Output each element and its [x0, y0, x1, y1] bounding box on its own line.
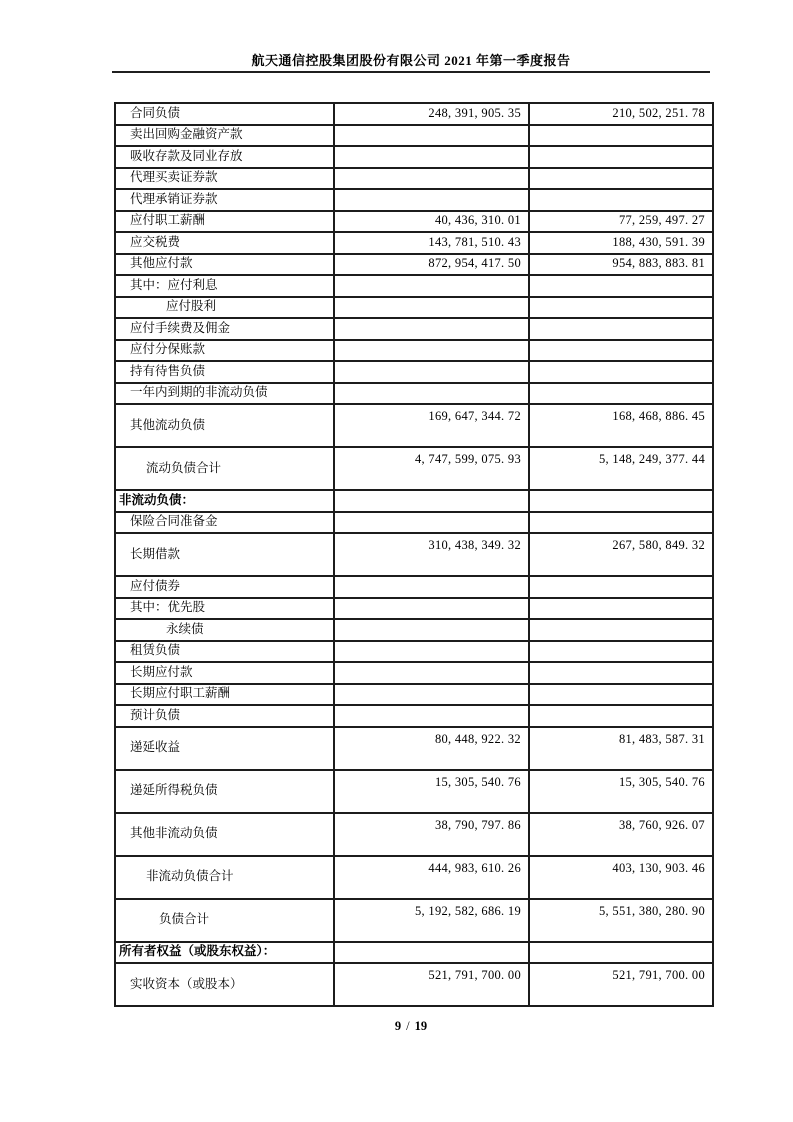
table-row: [115, 942, 713, 964]
row-item-label: 一年内到期的非流动负债: [115, 383, 334, 405]
row-current-period-value: [334, 318, 529, 340]
row-prior-period-value: 188, 430, 591. 39: [529, 232, 713, 254]
table-row: [115, 856, 713, 899]
row-current-period-value: 5, 192, 582, 686. 19: [334, 899, 529, 942]
row-prior-period-value: [529, 705, 713, 727]
row-item-label: 其他流动负债: [115, 404, 334, 447]
row-item-label: 非流动负债：: [115, 490, 334, 512]
table-row: [115, 641, 713, 663]
row-item-label: 永续债: [115, 619, 334, 641]
row-current-period-value: [334, 512, 529, 534]
row-prior-period-value: 168, 468, 886. 45: [529, 404, 713, 447]
row-item-label: 预计负债: [115, 705, 334, 727]
row-current-period-value: [334, 189, 529, 211]
table-row: [115, 770, 713, 813]
row-current-period-value: 38, 790, 797. 86: [334, 813, 529, 856]
row-current-period-value: 15, 305, 540. 76: [334, 770, 529, 813]
row-item-label: 应付股利: [115, 297, 334, 319]
row-item-label: 长期应付款: [115, 662, 334, 684]
row-current-period-value: [334, 490, 529, 512]
row-prior-period-value: 81, 483, 587. 31: [529, 727, 713, 770]
row-item-label: 保险合同准备金: [115, 512, 334, 534]
table-row: [115, 189, 713, 211]
row-prior-period-value: 38, 760, 926. 07: [529, 813, 713, 856]
table-row: [115, 662, 713, 684]
row-item-label: 应交税费: [115, 232, 334, 254]
row-current-period-value: [334, 383, 529, 405]
row-current-period-value: [334, 361, 529, 383]
row-prior-period-value: [529, 662, 713, 684]
row-current-period-value: 40, 436, 310. 01: [334, 211, 529, 233]
total-page-number: 19: [414, 1019, 428, 1033]
table-row: [115, 103, 713, 125]
row-item-label: 应付债券: [115, 576, 334, 598]
page-number-separator: /: [406, 1019, 410, 1033]
table-row: [115, 727, 713, 770]
row-prior-period-value: [529, 146, 713, 168]
page-footer: [112, 1019, 710, 1034]
table-row: [115, 598, 713, 620]
row-current-period-value: 521, 791, 700. 00: [334, 963, 529, 1006]
row-prior-period-value: 5, 551, 380, 280. 90: [529, 899, 713, 942]
table-row: [115, 297, 713, 319]
row-prior-period-value: 15, 305, 540. 76: [529, 770, 713, 813]
table-row: [115, 447, 713, 490]
table-row: [115, 512, 713, 534]
row-item-label: 其中：优先股: [115, 598, 334, 620]
row-prior-period-value: 5, 148, 249, 377. 44: [529, 447, 713, 490]
table-row: [115, 125, 713, 147]
row-item-label: 所有者权益（或股东权益）：: [115, 942, 334, 964]
row-item-label: 应付手续费及佣金: [115, 318, 334, 340]
table-row: [115, 211, 713, 233]
row-item-label: 其他非流动负债: [115, 813, 334, 856]
table-row: [115, 383, 713, 405]
table-row: [115, 232, 713, 254]
table-row: [115, 684, 713, 706]
row-current-period-value: 310, 438, 349. 32: [334, 533, 529, 576]
row-prior-period-value: [529, 684, 713, 706]
row-item-label: 长期借款: [115, 533, 334, 576]
table-row: [115, 146, 713, 168]
table-row: [115, 490, 713, 512]
table-row: [115, 254, 713, 276]
row-current-period-value: 169, 647, 344. 72: [334, 404, 529, 447]
row-current-period-value: [334, 619, 529, 641]
row-current-period-value: [334, 275, 529, 297]
table-row: [115, 705, 713, 727]
table-row: [115, 576, 713, 598]
row-prior-period-value: 77, 259, 497. 27: [529, 211, 713, 233]
row-current-period-value: [334, 297, 529, 319]
row-prior-period-value: [529, 318, 713, 340]
row-current-period-value: [334, 146, 529, 168]
row-prior-period-value: [529, 361, 713, 383]
row-current-period-value: [334, 125, 529, 147]
row-current-period-value: 143, 781, 510. 43: [334, 232, 529, 254]
row-item-label: 长期应付职工薪酬: [115, 684, 334, 706]
table-row: [115, 813, 713, 856]
row-current-period-value: [334, 340, 529, 362]
row-current-period-value: [334, 705, 529, 727]
table-row: [115, 899, 713, 942]
row-item-label: 代理承销证券款: [115, 189, 334, 211]
table-row: [115, 275, 713, 297]
row-current-period-value: [334, 662, 529, 684]
table-row: [115, 619, 713, 641]
row-prior-period-value: [529, 168, 713, 190]
current-page-number: 9: [394, 1019, 402, 1033]
row-prior-period-value: [529, 490, 713, 512]
row-current-period-value: 80, 448, 922. 32: [334, 727, 529, 770]
row-item-label: 递延所得税负债: [115, 770, 334, 813]
row-item-label: 租赁负债: [115, 641, 334, 663]
row-current-period-value: [334, 168, 529, 190]
row-item-label: 合同负债: [115, 103, 334, 125]
row-prior-period-value: 954, 883, 883. 81: [529, 254, 713, 276]
row-prior-period-value: [529, 576, 713, 598]
row-prior-period-value: 403, 130, 903. 46: [529, 856, 713, 899]
row-item-label: 其他应付款: [115, 254, 334, 276]
row-prior-period-value: [529, 297, 713, 319]
row-prior-period-value: [529, 383, 713, 405]
table-row: [115, 963, 713, 1006]
row-item-label: 代理买卖证券款: [115, 168, 334, 190]
table-row: [115, 318, 713, 340]
row-current-period-value: 4, 747, 599, 075. 93: [334, 447, 529, 490]
row-prior-period-value: [529, 598, 713, 620]
row-prior-period-value: [529, 942, 713, 964]
row-item-label: 实收资本（或股本）: [115, 963, 334, 1006]
row-item-label: 其中：应付利息: [115, 275, 334, 297]
row-prior-period-value: [529, 512, 713, 534]
page-title: 航天通信控股集团股份有限公司 2021 年第一季度报告: [251, 53, 571, 68]
table-row: [115, 533, 713, 576]
row-prior-period-value: [529, 641, 713, 663]
row-item-label: 吸收存款及同业存放: [115, 146, 334, 168]
row-current-period-value: [334, 598, 529, 620]
header-divider: [112, 71, 710, 73]
row-prior-period-value: [529, 275, 713, 297]
table-row: [115, 168, 713, 190]
row-current-period-value: 248, 391, 905. 35: [334, 103, 529, 125]
row-item-label: 持有待售负债: [115, 361, 334, 383]
table-row: [115, 361, 713, 383]
row-item-label: 非流动负债合计: [115, 856, 334, 899]
row-item-label: 递延收益: [115, 727, 334, 770]
row-item-label: 卖出回购金融资产款: [115, 125, 334, 147]
row-prior-period-value: 210, 502, 251. 78: [529, 103, 713, 125]
row-prior-period-value: 267, 580, 849. 32: [529, 533, 713, 576]
row-item-label: 应付职工薪酬: [115, 211, 334, 233]
row-prior-period-value: [529, 189, 713, 211]
table-row: [115, 340, 713, 362]
row-prior-period-value: 521, 791, 700. 00: [529, 963, 713, 1006]
row-current-period-value: [334, 576, 529, 598]
row-prior-period-value: [529, 340, 713, 362]
table-row: [115, 404, 713, 447]
row-item-label: 负债合计: [115, 899, 334, 942]
row-prior-period-value: [529, 125, 713, 147]
row-current-period-value: [334, 942, 529, 964]
balance-sheet-table: [114, 102, 714, 1007]
row-prior-period-value: [529, 619, 713, 641]
row-current-period-value: [334, 684, 529, 706]
row-item-label: 应付分保账款: [115, 340, 334, 362]
row-current-period-value: 444, 983, 610. 26: [334, 856, 529, 899]
row-current-period-value: 872, 954, 417. 50: [334, 254, 529, 276]
row-item-label: 流动负债合计: [115, 447, 334, 490]
row-current-period-value: [334, 641, 529, 663]
